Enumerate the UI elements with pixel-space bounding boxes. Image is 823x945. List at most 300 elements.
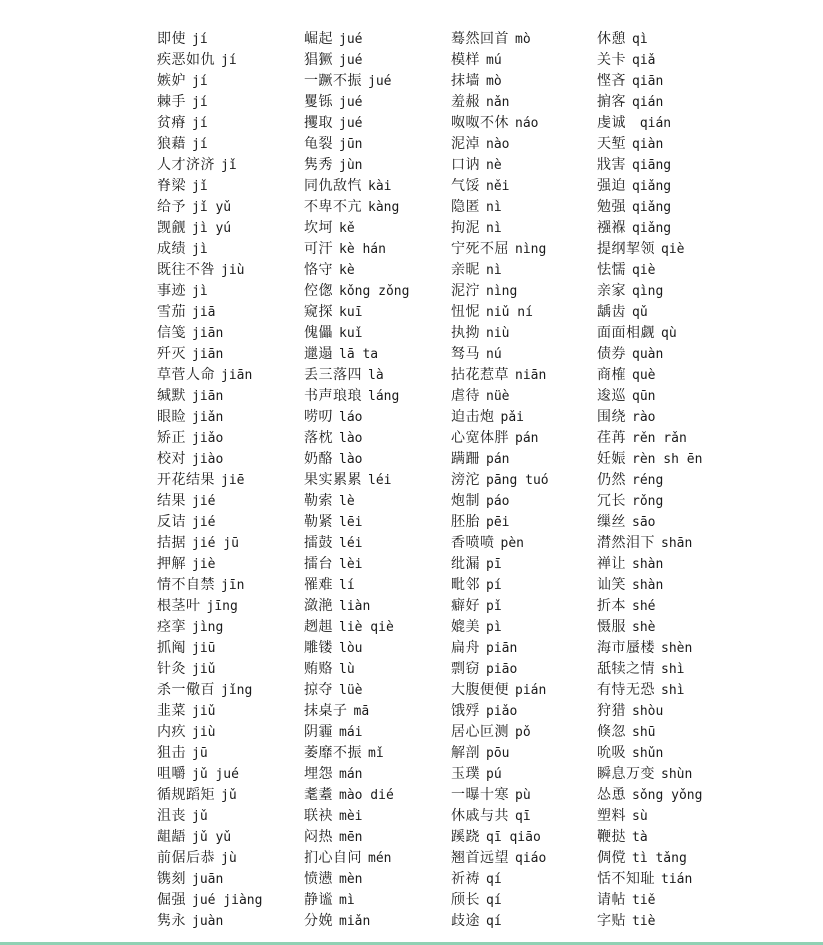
- pinyin-text: piān: [486, 641, 518, 656]
- pinyin-text: là: [368, 368, 384, 383]
- word-text: 耄耋: [304, 787, 333, 803]
- word-text: 执拗: [451, 325, 480, 341]
- word-entry: [304, 92, 409, 113]
- word-text: 歧途: [451, 913, 480, 929]
- word-text: 居心叵测: [451, 724, 509, 740]
- word-entry: [157, 113, 262, 134]
- pinyin-text: nì: [486, 221, 502, 236]
- word-entry: [157, 449, 262, 470]
- pinyin-text: léi: [368, 473, 392, 488]
- word-entry: [157, 659, 262, 680]
- word-text: 韭菜: [157, 703, 186, 719]
- word-text: 埋怨: [304, 766, 333, 782]
- pinyin-text: shàn: [632, 557, 664, 572]
- word-entry: [157, 71, 262, 92]
- word-text: 歼灭: [157, 346, 186, 362]
- word-entry: [597, 344, 702, 365]
- word-entry: [451, 176, 549, 197]
- pinyin-text: jiān: [192, 326, 224, 341]
- word-entry: [597, 659, 702, 680]
- pinyin-text: jiè: [192, 557, 216, 572]
- word-entry: [451, 806, 549, 827]
- word-text: 恪守: [304, 262, 333, 278]
- word-entry: [597, 680, 702, 701]
- word-entry: [304, 50, 409, 71]
- pinyin-text: qù: [661, 326, 677, 341]
- pinyin-text: pán: [515, 431, 539, 446]
- word-entry: [451, 113, 549, 134]
- word-text: 萎靡不振: [304, 745, 362, 761]
- word-text: 折本: [597, 598, 626, 614]
- pinyin-text: lā ta: [339, 347, 379, 362]
- pinyin-text: juān: [192, 872, 224, 887]
- pinyin-text: shàn: [632, 578, 664, 593]
- pinyin-text: kè hán: [339, 242, 386, 257]
- pinyin-text: jù: [221, 851, 237, 866]
- word-text: 雪茄: [157, 304, 186, 320]
- word-text: 反诘: [157, 514, 186, 530]
- pinyin-text: mèi: [339, 809, 363, 824]
- word-text: 情不自禁: [157, 577, 215, 593]
- pinyin-text: shǔn: [632, 746, 664, 761]
- word-text: 媲美: [451, 619, 480, 635]
- word-text: 贫瘠: [157, 115, 186, 131]
- word-text: 坎坷: [304, 220, 333, 236]
- word-text: 同仇敌忾: [304, 178, 362, 194]
- pinyin-text: réng: [632, 473, 664, 488]
- word-entry: [304, 512, 409, 533]
- word-text: 潋滟: [304, 598, 333, 614]
- word-entry: [451, 344, 549, 365]
- pinyin-text: jīn: [221, 578, 245, 593]
- word-entry: [304, 806, 409, 827]
- word-entry: [157, 785, 262, 806]
- word-entry: [304, 428, 409, 449]
- pinyin-text: qūn: [632, 389, 656, 404]
- word-text: 罹难: [304, 577, 333, 593]
- pinyin-text: jiù: [221, 263, 245, 278]
- word-text: 前倨后恭: [157, 850, 215, 866]
- word-entry: [451, 239, 549, 260]
- word-entry: [597, 827, 702, 848]
- word-entry: [304, 701, 409, 722]
- pinyin-text: léi: [339, 536, 363, 551]
- pinyin-text: jiān: [192, 347, 224, 362]
- word-text: 拈花惹草: [451, 367, 509, 383]
- pinyin-text: qí: [486, 914, 502, 929]
- word-entry: [597, 554, 702, 575]
- word-entry: [157, 29, 262, 50]
- word-text: 分娩: [304, 913, 333, 929]
- word-entry: [157, 134, 262, 155]
- pinyin-text: tì tǎng: [632, 851, 687, 866]
- word-text: 妊娠: [597, 451, 626, 467]
- pinyin-text: qiǎng: [632, 200, 672, 215]
- word-entry: [451, 281, 549, 302]
- word-entry: [304, 722, 409, 743]
- word-entry: [451, 260, 549, 281]
- pinyin-text: jǐng: [221, 683, 253, 698]
- pinyin-text: jiē: [221, 473, 245, 488]
- word-text: 杀一儆百: [157, 682, 215, 698]
- word-entry: [451, 29, 549, 50]
- pinyin-text: jǔ: [221, 788, 237, 803]
- pinyin-text: shū: [632, 725, 656, 740]
- pinyin-text: pēi: [486, 515, 510, 530]
- word-text: 解剖: [451, 745, 480, 761]
- pinyin-text: mán: [339, 767, 363, 782]
- pinyin-text: jí: [192, 95, 208, 110]
- pinyin-text: pǎi: [500, 410, 524, 425]
- pinyin-text: sǒng yǒng: [632, 788, 703, 803]
- pinyin-text: nìng: [486, 284, 518, 299]
- word-entry: [157, 827, 262, 848]
- word-text: 颀长: [451, 892, 480, 908]
- word-text: 书声琅琅: [304, 388, 362, 404]
- word-text: 大腹便便: [451, 682, 509, 698]
- pinyin-text: mèn: [339, 872, 363, 887]
- word-text: 毗邻: [451, 577, 480, 593]
- word-entry: [451, 596, 549, 617]
- word-text: 事迹: [157, 283, 186, 299]
- word-entry: [157, 239, 262, 260]
- word-entry: [597, 302, 702, 323]
- pinyin-text: shé: [632, 599, 656, 614]
- pinyin-text: kǒng zǒng: [339, 284, 410, 299]
- word-entry: [597, 596, 702, 617]
- word-entry: [597, 491, 702, 512]
- word-entry: [597, 71, 702, 92]
- pinyin-text: lào: [339, 452, 363, 467]
- word-entry: [157, 533, 262, 554]
- pinyin-text: kè: [339, 263, 355, 278]
- word-text: 眼睑: [157, 409, 186, 425]
- pinyin-text: jí: [192, 74, 208, 89]
- pinyin-text: pèn: [500, 536, 524, 551]
- word-text: 潸然泪下: [597, 535, 655, 551]
- pinyin-text: náo: [515, 116, 539, 131]
- word-entry: [597, 92, 702, 113]
- word-entry: [157, 197, 262, 218]
- pinyin-text: nǎn: [486, 95, 510, 110]
- word-entry: [157, 722, 262, 743]
- word-text: 拮据: [157, 535, 186, 551]
- word-entry: [304, 596, 409, 617]
- word-entry: [157, 806, 262, 827]
- word-text: 隐匿: [451, 199, 480, 215]
- word-entry: [304, 197, 409, 218]
- pinyin-text: jué jiàng: [192, 893, 263, 908]
- word-text: 隽秀: [304, 157, 333, 173]
- pinyin-text: jǐ: [221, 158, 237, 173]
- word-text: 脊梁: [157, 178, 186, 194]
- pinyin-text: kài: [368, 179, 392, 194]
- word-text: 倏忽: [597, 724, 626, 740]
- word-text: 请帖: [597, 892, 626, 908]
- word-text: 唠叨: [304, 409, 333, 425]
- word-text: 龋齿: [597, 304, 626, 320]
- pinyin-text: jì: [192, 284, 208, 299]
- pinyin-text: jǐ yǔ: [192, 200, 232, 215]
- pinyin-text: pián: [515, 683, 547, 698]
- pinyin-text: nüè: [486, 389, 510, 404]
- word-entry: [451, 827, 549, 848]
- word-text: 剽窃: [451, 661, 480, 677]
- word-entry: [451, 659, 549, 680]
- word-text: 嫉妒: [157, 73, 186, 89]
- pinyin-text: rěn rǎn: [632, 431, 687, 446]
- word-text: 休戚与共: [451, 808, 509, 824]
- pinyin-text: pǒ: [515, 725, 531, 740]
- word-entry: [597, 806, 702, 827]
- word-text: 香喷喷: [451, 535, 495, 551]
- word-text: 虐待: [451, 388, 480, 404]
- word-entry: [597, 533, 702, 554]
- pinyin-text: qìng: [632, 284, 664, 299]
- word-text: 呶呶不休: [451, 115, 509, 131]
- word-entry: [304, 155, 409, 176]
- pinyin-text: shòu: [632, 704, 664, 719]
- word-text: 仍然: [597, 472, 626, 488]
- pinyin-text: lào: [339, 431, 363, 446]
- word-text: 不卑不亢: [304, 199, 362, 215]
- word-text: 纰漏: [451, 556, 480, 572]
- word-text: 逡巡: [597, 388, 626, 404]
- word-entry: [157, 92, 262, 113]
- pinyin-text: mú: [486, 53, 502, 68]
- word-entry: [304, 470, 409, 491]
- pinyin-text: jìng: [192, 620, 224, 635]
- word-text: 落枕: [304, 430, 333, 446]
- word-text: 给予: [157, 199, 186, 215]
- word-entry: [597, 785, 702, 806]
- pinyin-text: qiáo: [515, 851, 547, 866]
- word-text: 隽永: [157, 913, 186, 929]
- pinyin-text: nì: [486, 263, 502, 278]
- word-entry: [304, 386, 409, 407]
- word-entry: [304, 554, 409, 575]
- word-entry: [597, 29, 702, 50]
- word-entry: [304, 764, 409, 785]
- pinyin-text: quàn: [632, 347, 664, 362]
- word-text: 奶酪: [304, 451, 333, 467]
- word-entry: [157, 386, 262, 407]
- pinyin-text: qiǎng: [632, 179, 672, 194]
- pinyin-text: láng: [368, 389, 400, 404]
- word-entry: [157, 680, 262, 701]
- pinyin-text: qī: [515, 809, 531, 824]
- word-entry: [451, 407, 549, 428]
- word-entry: [304, 638, 409, 659]
- word-entry: [157, 554, 262, 575]
- word-entry: [304, 449, 409, 470]
- word-text: 吮吸: [597, 745, 626, 761]
- word-text: 瞬息万变: [597, 766, 655, 782]
- word-entry: [597, 218, 702, 239]
- pinyin-text: pī: [486, 557, 502, 572]
- word-text: 押解: [157, 556, 186, 572]
- pinyin-text: jū: [192, 746, 208, 761]
- word-entry: [304, 176, 409, 197]
- word-entry: [157, 491, 262, 512]
- pinyin-text: mái: [339, 725, 363, 740]
- pinyin-text: nú: [486, 347, 502, 362]
- word-text: 扪心自问: [304, 850, 362, 866]
- word-text: 静谧: [304, 892, 333, 908]
- pinyin-text: pán: [486, 452, 510, 467]
- pinyin-text: jiā: [192, 305, 216, 320]
- word-text: 关卡: [597, 52, 626, 68]
- word-entry: [451, 533, 549, 554]
- word-entry: [597, 50, 702, 71]
- word-entry: [597, 617, 702, 638]
- word-text: 心宽体胖: [451, 430, 509, 446]
- word-entry: [451, 218, 549, 239]
- pinyin-text: jùn: [339, 158, 363, 173]
- pinyin-text: nì: [486, 200, 502, 215]
- word-entry: [157, 365, 262, 386]
- word-entry: [304, 617, 409, 638]
- pinyin-text: niān: [515, 368, 547, 383]
- word-entry: [597, 722, 702, 743]
- word-text: 玉璞: [451, 766, 480, 782]
- pinyin-text: mò: [515, 32, 531, 47]
- word-entry: [304, 134, 409, 155]
- word-entry: [597, 386, 702, 407]
- word-entry: [304, 848, 409, 869]
- word-entry: [157, 260, 262, 281]
- word-entry: [597, 155, 702, 176]
- pinyin-text: niǔ ní: [486, 305, 533, 320]
- word-column-1: [157, 29, 262, 932]
- word-entry: [451, 575, 549, 596]
- word-text: 矫正: [157, 430, 186, 446]
- word-text: 贿赂: [304, 661, 333, 677]
- word-text: 疾恶如仇: [157, 52, 215, 68]
- pinyin-text: jié: [192, 494, 216, 509]
- word-text: 勉强: [597, 199, 626, 215]
- word-entry: [304, 533, 409, 554]
- word-entry: [304, 218, 409, 239]
- word-entry: [597, 764, 702, 785]
- pinyin-text: jué: [339, 32, 363, 47]
- word-text: 觊觎: [157, 220, 186, 236]
- word-text: 天堑: [597, 136, 626, 152]
- word-text: 攫取: [304, 115, 333, 131]
- pinyin-text: mā: [353, 704, 370, 719]
- pinyin-text: sāo: [632, 515, 656, 530]
- word-text: 讪笑: [597, 577, 626, 593]
- pinyin-text: jiǔ: [192, 704, 216, 719]
- pinyin-text: pāng tuó: [486, 473, 549, 488]
- word-entry: [597, 323, 702, 344]
- word-text: 雕镂: [304, 640, 333, 656]
- word-entry: [597, 407, 702, 428]
- word-text: 迫击炮: [451, 409, 495, 425]
- word-text: 滂沱: [451, 472, 480, 488]
- word-text: 蹒跚: [451, 451, 480, 467]
- word-entry: [157, 890, 262, 911]
- pinyin-text: juàn: [192, 914, 224, 929]
- pinyin-text: jǔ jué: [192, 767, 239, 782]
- word-entry: [597, 260, 702, 281]
- word-entry: [157, 869, 262, 890]
- word-text: 倔强: [157, 892, 186, 908]
- pinyin-text: rǒng: [632, 494, 664, 509]
- word-entry: [451, 911, 549, 932]
- word-entry: [304, 890, 409, 911]
- word-entry: [597, 512, 702, 533]
- word-text: 忸怩: [451, 304, 480, 320]
- word-entry: [597, 197, 702, 218]
- word-text: 矍铄: [304, 94, 333, 110]
- word-text: 缄默: [157, 388, 186, 404]
- pinyin-text: jué: [339, 116, 363, 131]
- pinyin-text: kuǐ: [339, 326, 363, 341]
- word-entry: [451, 701, 549, 722]
- word-text: 口讷: [451, 157, 480, 173]
- word-entry: [597, 575, 702, 596]
- word-text: 塑料: [597, 808, 626, 824]
- word-text: 抹墙: [451, 73, 480, 89]
- word-entry: [304, 323, 409, 344]
- word-text: 商榷: [597, 367, 626, 383]
- word-entry: [597, 911, 702, 932]
- word-text: 饿殍: [451, 703, 480, 719]
- word-text: 荏苒: [597, 430, 626, 446]
- word-entry: [304, 869, 409, 890]
- pinyin-text: shèn: [661, 641, 693, 656]
- pinyin-text: qiāng: [632, 158, 672, 173]
- word-entry: [451, 197, 549, 218]
- word-text: 痉挛: [157, 619, 186, 635]
- word-text: 邋遢: [304, 346, 333, 362]
- word-text: 开花结果: [157, 472, 215, 488]
- pinyin-text: qián: [632, 116, 672, 131]
- pinyin-text: mēn: [339, 830, 363, 845]
- word-entry: [304, 113, 409, 134]
- word-entry: [304, 281, 409, 302]
- word-entry: [157, 701, 262, 722]
- word-entry: [157, 323, 262, 344]
- pinyin-text: tiě: [632, 893, 656, 908]
- pinyin-text: mò: [486, 74, 502, 89]
- word-entry: [597, 449, 702, 470]
- pinyin-text: kàng: [368, 200, 400, 215]
- word-entry: [304, 491, 409, 512]
- word-entry: [304, 365, 409, 386]
- word-text: 禅让: [597, 556, 626, 572]
- word-text: 龃龉: [157, 829, 186, 845]
- word-text: 人才济济: [157, 157, 215, 173]
- pinyin-text: lòu: [339, 641, 363, 656]
- word-column-4: [597, 29, 702, 932]
- word-entry: [451, 638, 549, 659]
- word-text: 窥探: [304, 304, 333, 320]
- word-text: 狙击: [157, 745, 186, 761]
- word-entry: [597, 365, 702, 386]
- word-entry: [597, 428, 702, 449]
- word-entry: [304, 659, 409, 680]
- pinyin-text: qiè: [661, 242, 685, 257]
- word-entry: [451, 722, 549, 743]
- word-text: 即使: [157, 31, 186, 47]
- pinyin-text: kě: [339, 221, 355, 236]
- pinyin-text: shì: [661, 662, 685, 677]
- word-text: 抹桌子: [304, 703, 348, 719]
- word-entry: [451, 386, 549, 407]
- pinyin-text: jīng: [206, 599, 238, 614]
